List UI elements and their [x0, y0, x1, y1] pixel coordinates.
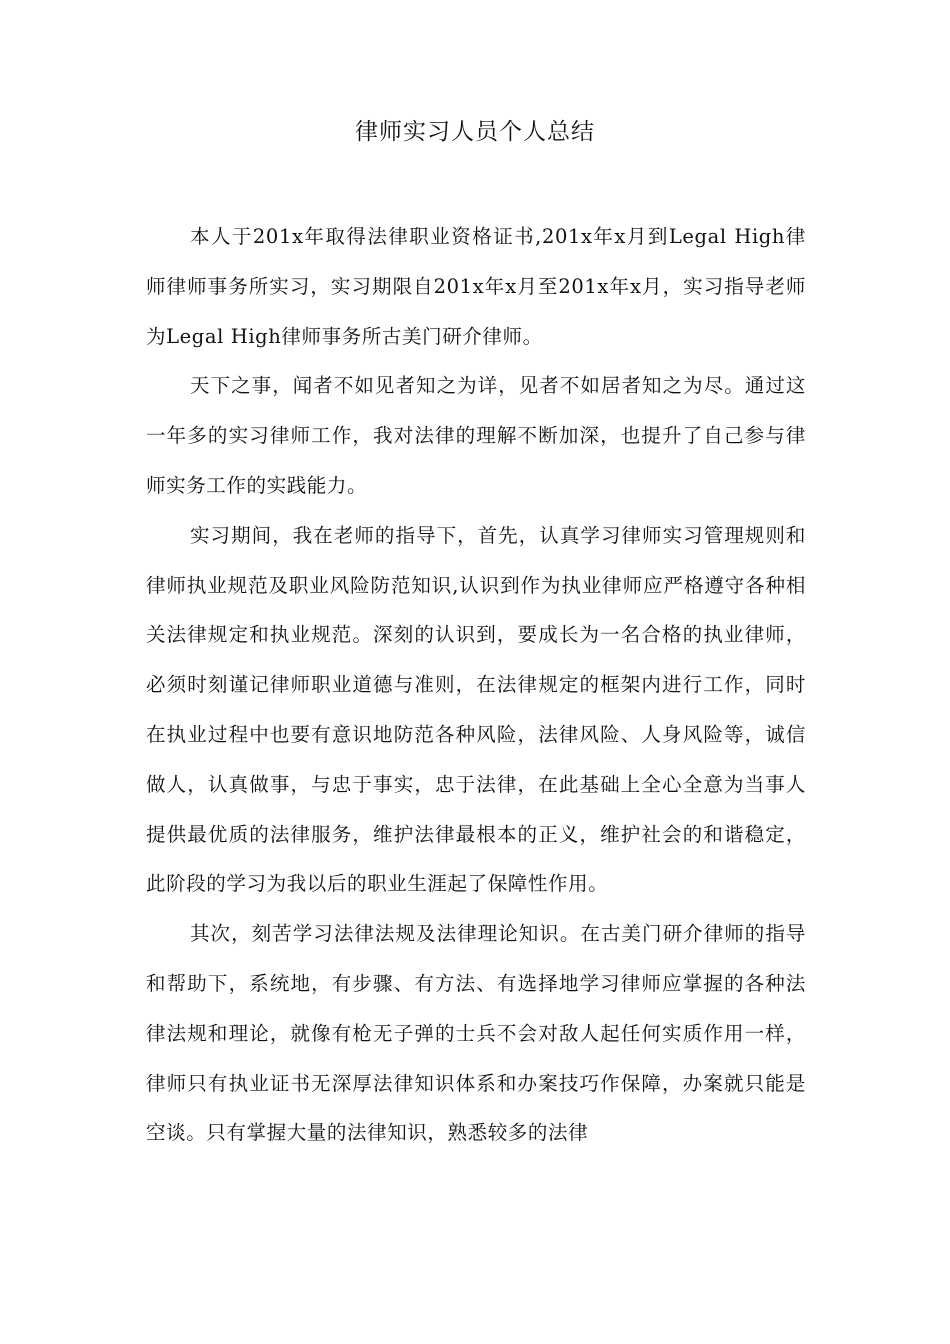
document-title: 律师实习人员个人总结 [355, 119, 595, 145]
paragraph-2: 天下之事，闻者不如见者知之为详，见者不如居者知之为尽。通过这一年多的实习律师工作，我对法律的理解不断加深，也提升了自己参与律师实务工作的实践能力。 [146, 374, 806, 497]
document-body [146, 212, 806, 1158]
paragraph-4: 其次，刻苦学习法律法规及法律理论知识。在古美门研介律师的指导和帮助下，系统地，有步骤、有方法、有选择地学习律师应掌握的各种法律法规和理论，就像有枪无子弹的士兵不会对敌人起任何实质作用一样，律师只有执业证书无深厚法律知识体系和办案技巧作保障，办案就只能是空谈。只有掌握大量的法律知识，熟悉较多的法律 [146, 922, 806, 1145]
paragraph-1: 本人于201x年取得法律职业资格证书,201x年x月到Legal High律师律师事务所实习，实习期限自201x年x月至201x年x月，实习指导老师为Legal High律师事务所古美门研介律师。 [146, 225, 806, 348]
paragraph-3: 实习期间，我在老师的指导下，首先，认真学习律师实习管理规则和律师执业规范及职业风险防范知识,认识到作为执业律师应严格遵守各种相关法律规定和执业规范。深刻的认识到，要成长为一名合格的执业律师，必须时刻谨记律师职业道德与准则，在法律规定的框架内进行工作，同时在执业过程中也要有意识地防范各种风险，法律风险、人身风险等，诚信做人，认真做事，与忠于事实，忠于法律，在此基础上全心全意为当事人提供最优质的法律服务，维护法律最根本的正义，维护社会的和谐稳定，此阶段的学习为我以后的职业生涯起了保障性作用。 [146, 523, 806, 896]
